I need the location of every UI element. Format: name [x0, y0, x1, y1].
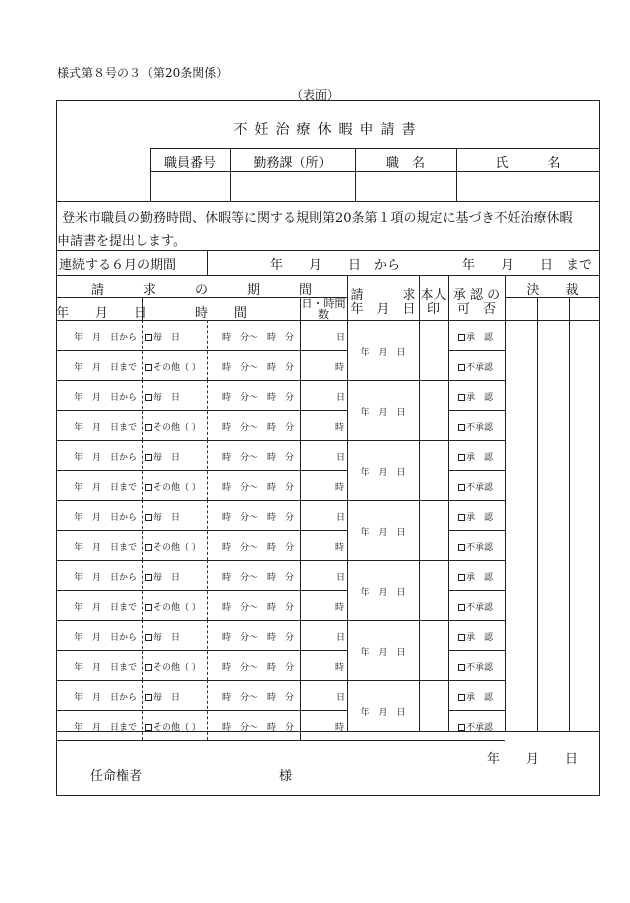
hour-unit: 時 — [335, 483, 345, 493]
every-day-label: 毎 日 — [153, 333, 181, 343]
disapprove-checkbox[interactable] — [458, 544, 465, 551]
approval-header-1: 承 認 の — [452, 288, 501, 303]
disapprove-checkbox[interactable] — [458, 604, 465, 611]
approve-checkbox[interactable] — [458, 454, 465, 461]
every-day-checkbox[interactable] — [145, 454, 152, 461]
time-range-1[interactable]: 時 分～ 時 分 — [222, 693, 295, 703]
other-checkbox[interactable] — [145, 664, 152, 671]
approval-header-2: 可 否 — [456, 302, 496, 317]
date-from[interactable]: 年 月 日から — [74, 393, 138, 403]
time-range-1[interactable]: 時 分～ 時 分 — [222, 573, 295, 583]
date-to[interactable]: 年 月 日まで — [74, 483, 138, 493]
honorific-label: 様 — [279, 769, 293, 784]
day-unit: 日 — [336, 453, 346, 463]
department-header: 勤務課（所） — [253, 156, 332, 171]
position-header: 職 名 — [385, 156, 425, 171]
every-day-option[interactable] — [145, 330, 180, 343]
request-date[interactable]: 年 月 日 — [360, 588, 406, 598]
approve-option[interactable] — [458, 450, 493, 463]
time-range-2[interactable]: 時 分～ 時 分 — [222, 603, 295, 613]
time-range-2[interactable]: 時 分～ 時 分 — [222, 483, 295, 493]
seal-header-2: 印 — [426, 302, 440, 317]
approve-checkbox[interactable] — [458, 574, 465, 581]
form-number: 様式第８号の３（第20条関係） — [57, 66, 229, 80]
approve-checkbox[interactable] — [458, 634, 465, 641]
approve-label: 承 認 — [466, 393, 494, 403]
staff-number-field[interactable] — [151, 172, 229, 200]
day-unit: 日 — [336, 513, 346, 523]
other-label: その他（ ） — [153, 723, 201, 733]
authority-label: 任命権者 — [90, 769, 143, 784]
time-header: 時 間 — [194, 306, 247, 321]
time-range-2[interactable]: 時 分～ 時 分 — [222, 723, 295, 733]
approve-option[interactable] — [458, 510, 493, 523]
hour-unit: 時 — [335, 663, 345, 673]
day-unit: 日 — [336, 633, 346, 643]
request-date[interactable]: 年 月 日 — [360, 648, 406, 658]
disapprove-option[interactable] — [458, 360, 493, 373]
date-from[interactable]: 年 月 日から — [74, 453, 138, 463]
every-day-checkbox[interactable] — [145, 394, 152, 401]
position-field[interactable] — [356, 172, 455, 200]
request-date-header-2: 年 月 日 — [350, 302, 416, 317]
date-from[interactable]: 年 月 日から — [74, 573, 138, 583]
time-range-2[interactable]: 時 分～ 時 分 — [222, 423, 295, 433]
disapprove-checkbox[interactable] — [458, 724, 465, 731]
approve-checkbox[interactable] — [458, 334, 465, 341]
every-day-option[interactable] — [145, 630, 180, 643]
approve-option[interactable] — [458, 390, 493, 403]
date-to[interactable]: 年 月 日まで — [74, 723, 138, 733]
time-range-1[interactable]: 時 分～ 時 分 — [222, 513, 295, 523]
seal-header-1: 本人 — [420, 288, 447, 303]
statement-line-2: 申請書を提出します。 — [57, 234, 186, 249]
day-unit: 日 — [336, 573, 346, 583]
approve-option[interactable] — [458, 570, 493, 583]
every-day-label: 毎 日 — [153, 393, 181, 403]
disapprove-label: 不承認 — [466, 363, 494, 373]
every-day-option[interactable] — [145, 570, 180, 583]
other-option[interactable] — [145, 660, 201, 673]
date-from[interactable]: 年 月 日から — [74, 693, 138, 703]
disapprove-option[interactable] — [458, 420, 493, 433]
other-checkbox[interactable] — [145, 724, 152, 731]
request-date[interactable]: 年 月 日 — [360, 468, 406, 478]
every-day-option[interactable] — [145, 690, 180, 703]
disapprove-checkbox[interactable] — [458, 484, 465, 491]
time-range-1[interactable]: 時 分～ 時 分 — [222, 393, 295, 403]
disapprove-label: 不承認 — [466, 603, 494, 613]
day-unit: 日 — [336, 393, 346, 403]
approve-checkbox[interactable] — [458, 514, 465, 521]
hour-unit: 時 — [335, 543, 345, 553]
every-day-checkbox[interactable] — [145, 514, 152, 521]
other-checkbox[interactable] — [145, 424, 152, 431]
day-unit: 日 — [336, 333, 346, 343]
disapprove-checkbox[interactable] — [458, 664, 465, 671]
date-from[interactable]: 年 月 日から — [74, 633, 138, 643]
approve-label: 承 認 — [466, 513, 494, 523]
other-checkbox[interactable] — [145, 544, 152, 551]
approve-option[interactable] — [458, 630, 493, 643]
approve-option[interactable] — [458, 690, 493, 703]
hour-unit: 時 — [335, 723, 345, 733]
time-range-2[interactable]: 時 分～ 時 分 — [222, 543, 295, 553]
disapprove-option[interactable] — [458, 540, 493, 553]
date-to[interactable]: 年 月 日まで — [74, 603, 138, 613]
approve-option[interactable] — [458, 330, 493, 343]
request-date[interactable]: 年 月 日 — [360, 528, 406, 538]
every-day-option[interactable] — [145, 510, 180, 523]
disapprove-option[interactable] — [458, 660, 493, 673]
other-checkbox[interactable] — [145, 604, 152, 611]
disapprove-label: 不承認 — [466, 543, 494, 553]
disapprove-option[interactable] — [458, 480, 493, 493]
every-day-label: 毎 日 — [153, 513, 181, 523]
date-to[interactable]: 年 月 日まで — [74, 543, 138, 553]
approve-label: 承 認 — [466, 453, 494, 463]
statement-line-1: 登米市職員の勤務時間、休暇等に関する規則第20条第１項の規定に基づき不妊治療休暇 — [62, 211, 573, 226]
period-to[interactable]: 年 月 日 まで — [462, 258, 593, 273]
other-option[interactable] — [145, 480, 201, 493]
hour-unit: 時 — [335, 423, 345, 433]
period-from[interactable]: 年 月 日 から — [270, 258, 401, 273]
other-label: その他（ ） — [153, 423, 201, 433]
every-day-checkbox[interactable] — [145, 694, 152, 701]
disapprove-label: 不承認 — [466, 723, 494, 733]
every-day-label: 毎 日 — [153, 453, 181, 463]
other-checkbox[interactable] — [145, 364, 152, 371]
disapprove-checkbox[interactable] — [458, 424, 465, 431]
period-label: 連続する６月の期間 — [59, 258, 177, 273]
form-title: 不妊治療休暇申請書 — [233, 122, 423, 138]
other-label: その他（ ） — [153, 363, 201, 373]
request-period-header: 請 求 の 期 間 — [90, 283, 312, 298]
name-field[interactable] — [457, 172, 599, 200]
approve-label: 承 認 — [466, 333, 494, 343]
date-header: 年 月 日 — [56, 306, 148, 321]
every-day-label: 毎 日 — [153, 633, 181, 643]
approve-label: 承 認 — [466, 693, 494, 703]
every-day-label: 毎 日 — [153, 693, 181, 703]
date-from[interactable]: 年 月 日から — [74, 333, 138, 343]
hour-unit: 時 — [335, 603, 345, 613]
staff-number-header: 職員番号 — [163, 156, 216, 171]
form-frame — [56, 100, 600, 796]
days-hours-header: 日・時間数 — [301, 297, 346, 321]
other-label: その他（ ） — [153, 663, 201, 673]
other-option[interactable] — [145, 360, 201, 373]
side-label: （表面） — [290, 88, 339, 102]
other-label: その他（ ） — [153, 483, 201, 493]
request-date-header-1: 請 求 — [350, 288, 416, 303]
every-day-option[interactable] — [145, 390, 180, 403]
request-date[interactable]: 年 月 日 — [360, 348, 406, 358]
time-range-1[interactable]: 時 分～ 時 分 — [222, 333, 295, 343]
date-to[interactable]: 年 月 日まで — [74, 363, 138, 373]
other-label: その他（ ） — [153, 543, 201, 553]
decision-header: 決 裁 — [526, 283, 579, 298]
other-option[interactable] — [145, 600, 201, 613]
approve-checkbox[interactable] — [458, 394, 465, 401]
date-to[interactable]: 年 月 日まで — [74, 663, 138, 673]
other-checkbox[interactable] — [145, 484, 152, 491]
approve-checkbox[interactable] — [458, 694, 465, 701]
every-day-checkbox[interactable] — [145, 334, 152, 341]
disapprove-label: 不承認 — [466, 423, 494, 433]
time-range-2[interactable]: 時 分～ 時 分 — [222, 363, 295, 373]
disapprove-label: 不承認 — [466, 483, 494, 493]
other-option[interactable] — [145, 540, 201, 553]
approve-label: 承 認 — [466, 573, 494, 583]
department-field[interactable] — [231, 172, 354, 200]
footer-date[interactable]: 年 月 日 — [487, 752, 579, 767]
date-from[interactable]: 年 月 日から — [74, 513, 138, 523]
approve-label: 承 認 — [466, 633, 494, 643]
disapprove-checkbox[interactable] — [458, 364, 465, 371]
request-date[interactable]: 年 月 日 — [360, 708, 406, 718]
time-range-1[interactable]: 時 分～ 時 分 — [222, 633, 295, 643]
request-date[interactable]: 年 月 日 — [360, 408, 406, 418]
every-day-checkbox[interactable] — [145, 634, 152, 641]
hour-unit: 時 — [335, 363, 345, 373]
name-header: 氏 名 — [495, 156, 561, 171]
time-range-1[interactable]: 時 分～ 時 分 — [222, 453, 295, 463]
day-unit: 日 — [336, 693, 346, 703]
other-label: その他（ ） — [153, 603, 201, 613]
every-day-label: 毎 日 — [153, 573, 181, 583]
other-option[interactable] — [145, 420, 201, 433]
every-day-checkbox[interactable] — [145, 574, 152, 581]
every-day-option[interactable] — [145, 450, 180, 463]
date-to[interactable]: 年 月 日まで — [74, 423, 138, 433]
disapprove-option[interactable] — [458, 600, 493, 613]
disapprove-label: 不承認 — [466, 663, 494, 673]
time-range-2[interactable]: 時 分～ 時 分 — [222, 663, 295, 673]
